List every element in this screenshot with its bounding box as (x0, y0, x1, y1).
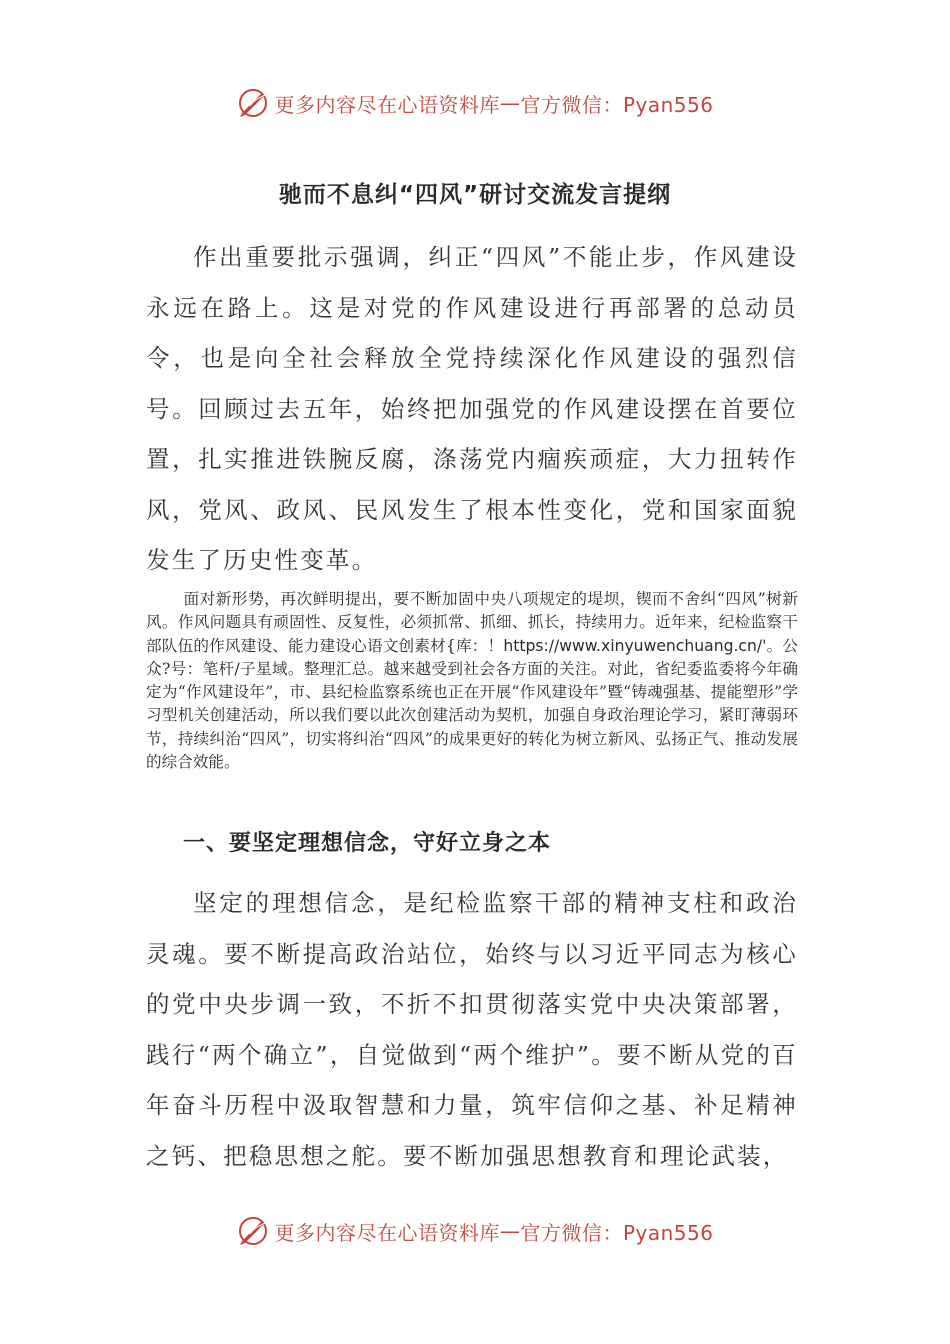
watermark-banner-top (0, 83, 950, 123)
watermark-separator: — (499, 91, 521, 115)
watermark-text: 更多内容尽在心语资料库 (274, 92, 500, 117)
document-title: 驰而不息纠“四风”研讨交流发言提纲 (278, 182, 672, 208)
quill-seal-logo-icon (236, 86, 270, 120)
watermark-separator: — (499, 1219, 521, 1243)
small-paragraph-text-a: 面对新形势，再次鲜明提出，要不断加固中央八项规定的堤坝，锲而不舍纠“四风”树新风。作风问题具有顽固性、反复性，必须抓常、抓细、抓长，持续用力。近年来，纪检监察干部队伍的作风建设、能力建设心语文创素材{库：！ (146, 590, 798, 655)
body-paragraph-intro: 作出重要批示强调，纠正“四风”不能止步，作风建设永远在路上。这是对党的作风建设进行再部署的总动员令，也是向全社会释放全党持续深化作风建设的强烈信号。回顾过去五年，始终把加强党的作风建设摆在首要位置，扎实推进铁腕反腐，涤荡党内痼疾顽症，大力扭转作风，党风、政风、民风发生了根本性变化，党和国家面貌发生了历史性变革。 (146, 243, 798, 574)
source-url-text: https://www.xinyuwenchuang.cn/ (503, 636, 763, 655)
body-paragraph-section-1: 坚定的理想信念，是纪检监察干部的精神支柱和政治灵魂。要不断提高政治站位，始终与以习近平同志为核心的党中央步调一致，不折不扣贯彻落实党中央决策部署，践行“两个确立”，自觉做到“两个维护”。要不断从党的百年奋斗历程中汲取智慧和力量，筑牢信仰之基、补足精神之钙、把稳思想之舵。要不断加强思想教育和理论武装， (146, 889, 798, 1170)
quill-seal-logo-icon (236, 1214, 270, 1248)
watermark-contact: 官方微信：Pyan556 (520, 1220, 714, 1245)
section-heading-1: 一、要坚定理想信念，守好立身之本 (183, 831, 552, 856)
watermark-contact: 官方微信：Pyan556 (520, 92, 714, 117)
small-paragraph-text-b: '。公众?号：笔杆/子星域。整理汇总。越来越受到社会各方面的关注。对此，省纪委监委将今年确定为“作风建设年”，市、县纪检监察系统也正在开展“作风建设年”暨“铸魂强基、提能塑形”学习型机关创建活动，所以我们要以此次创建活动为契机，加强自身政治理论学习，紧盯薄弱环节，持续纠治“四风”，切实将纠治“四风”的成果更好的转化为树立新风、弘扬正气、推动发展的综合效能。 (146, 636, 798, 772)
watermark-banner-bottom (0, 1211, 950, 1251)
watermark-text: 更多内容尽在心语资料库 (274, 1220, 500, 1245)
body-paragraph-small (146, 588, 798, 774)
